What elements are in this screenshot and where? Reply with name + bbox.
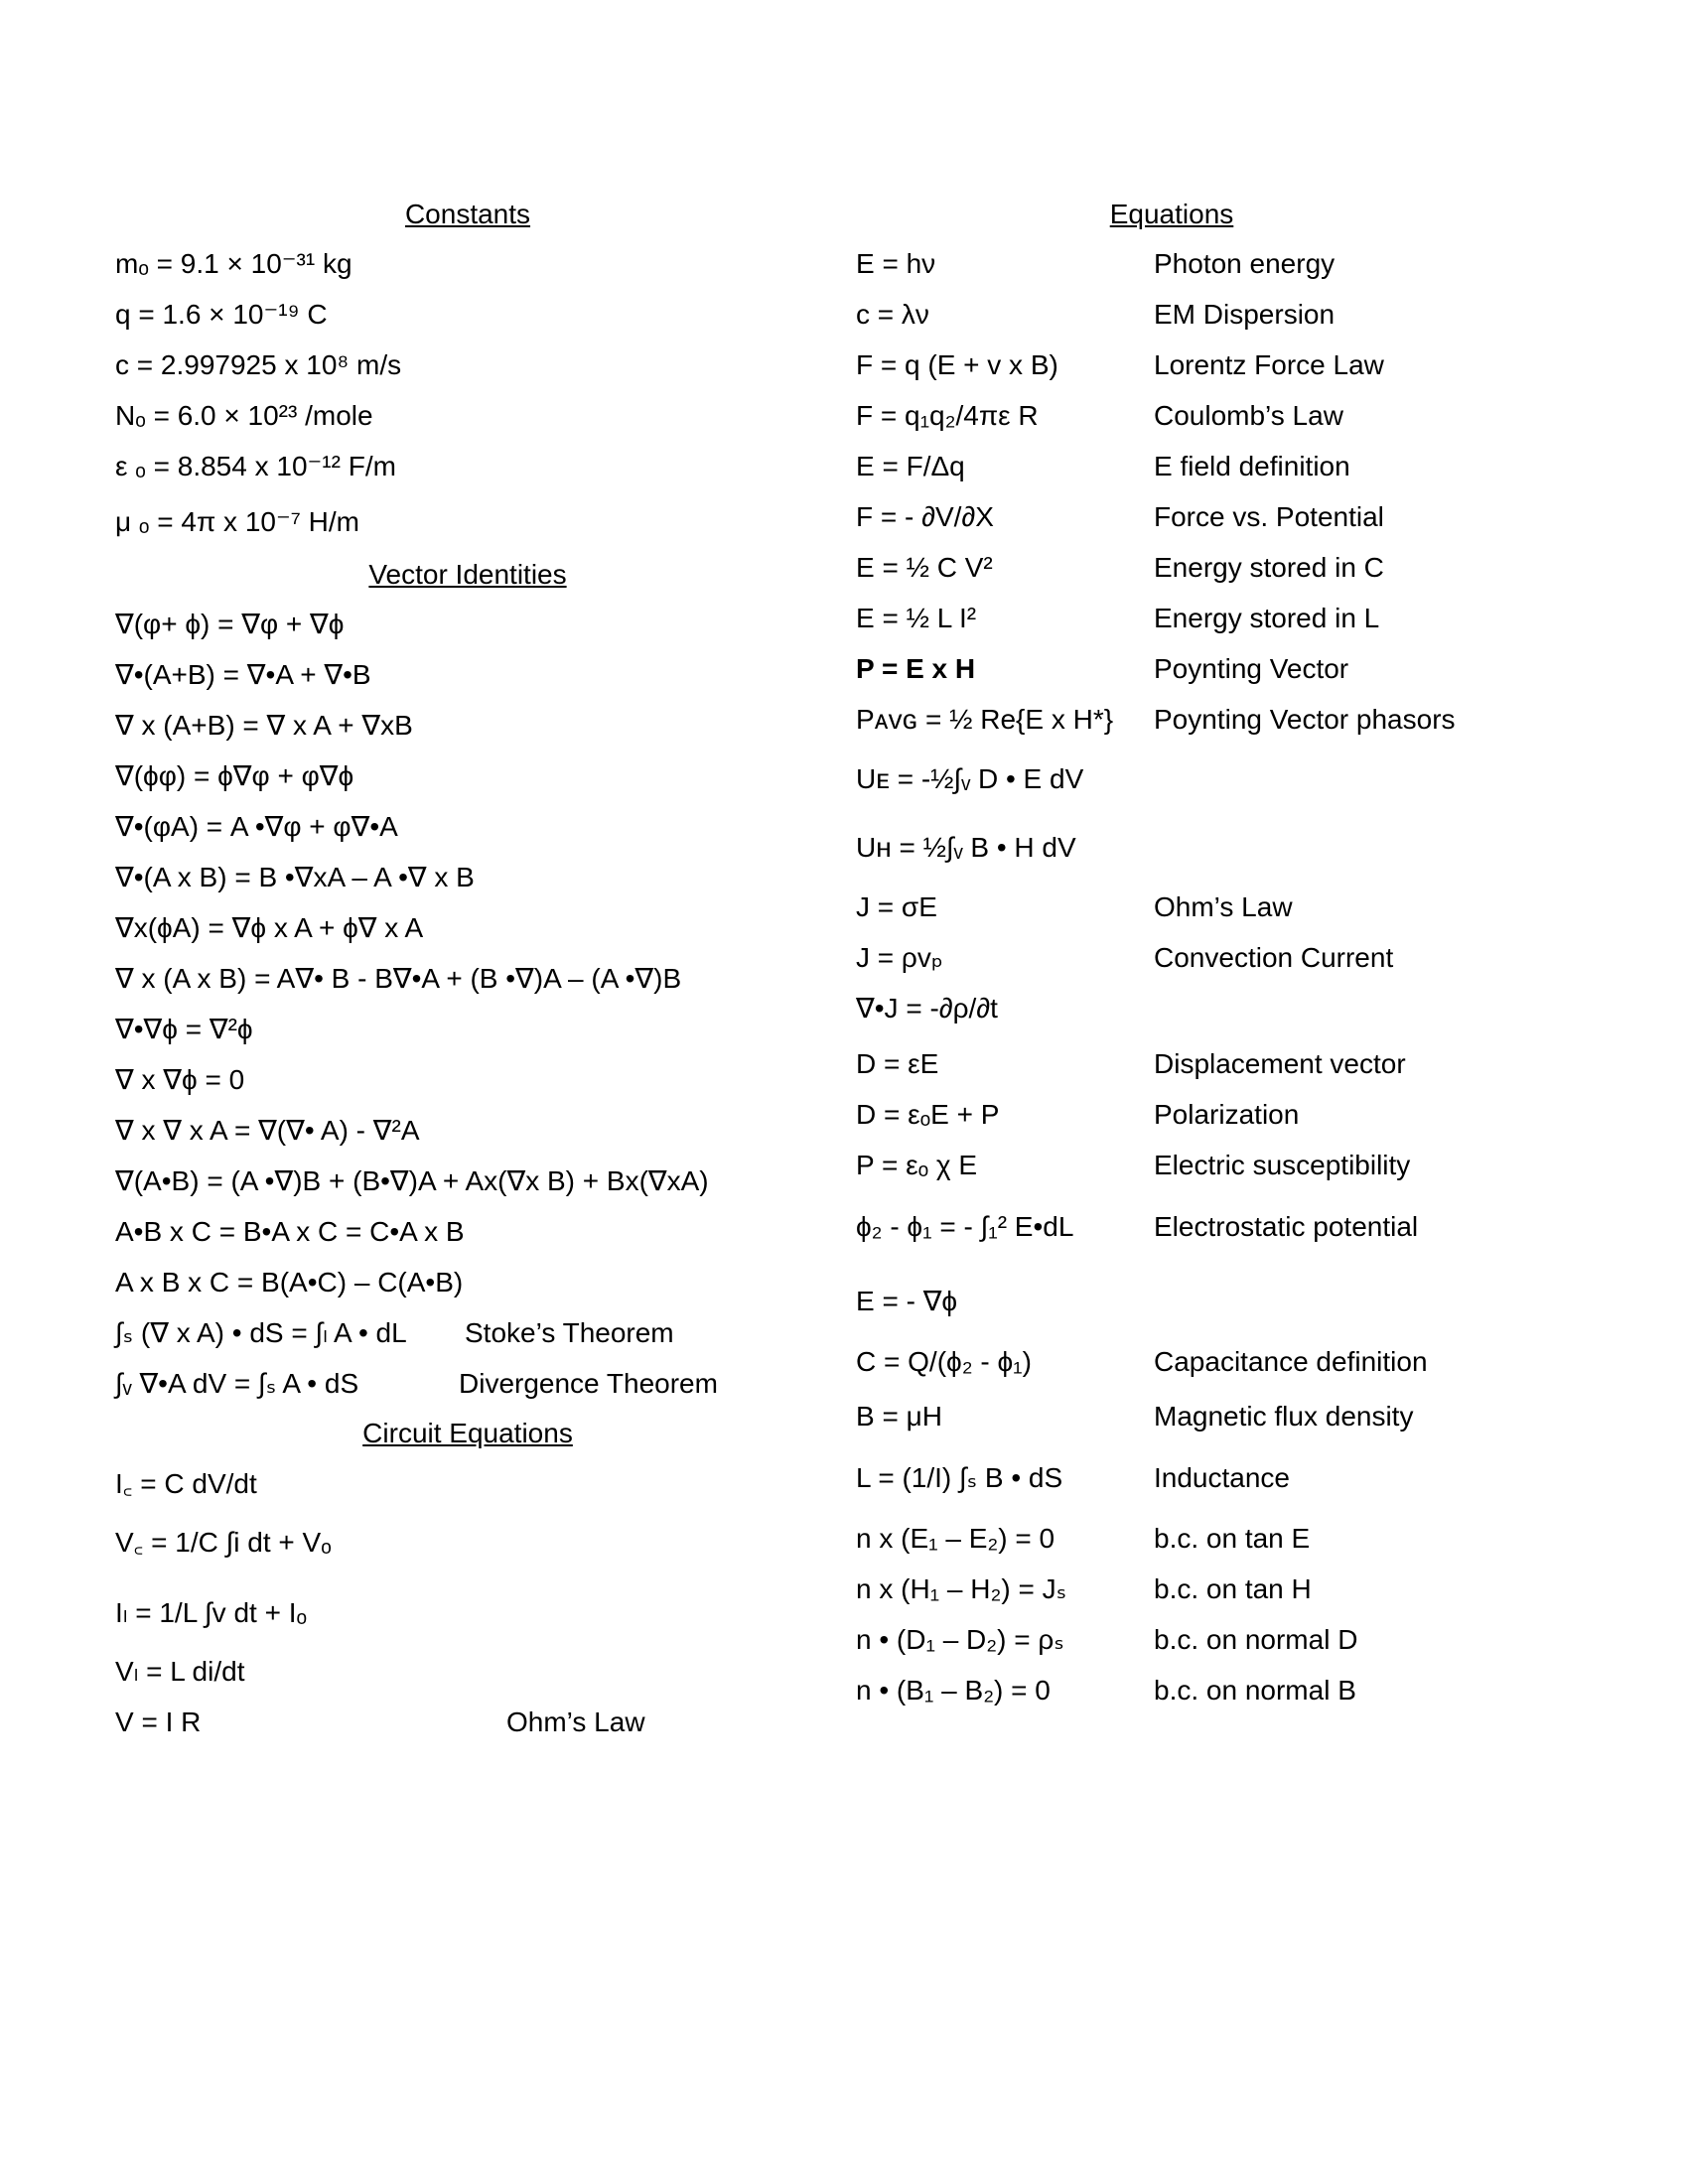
equation: n • (D₁ – D₂) = ρₛ: [856, 1624, 1064, 1655]
equation-row: [856, 1573, 1312, 1604]
equation-description: Electrostatic potential: [1154, 1211, 1419, 1242]
equation: n • (B₁ – B₂) = 0: [856, 1675, 1051, 1706]
equation-description: Poynting Vector phasors: [1154, 704, 1456, 735]
vector-identity: ∇x(ϕA) = ∇ϕ x A + ϕ∇ x A: [115, 912, 424, 943]
equation-row: [856, 995, 1144, 1023]
equation-description: Electric susceptibility: [1154, 1150, 1411, 1180]
equation-description: EM Dispersion: [1154, 299, 1336, 330]
circuit-equation: Vₗ = L di/dt: [115, 1656, 245, 1687]
divergence-theorem-equation: ∫ᵥ ∇•A dV = ∫ₛ A • dS: [115, 1368, 359, 1399]
equation: n x (H₁ – H₂) = Jₛ: [856, 1573, 1067, 1604]
equation: c = λν: [856, 299, 929, 330]
vector-identity: ∇(ϕφ) = ϕ∇φ + φ∇ϕ: [115, 760, 354, 791]
equation-row: [856, 1048, 1406, 1079]
equation: F = - ∂V/∂X: [856, 501, 994, 532]
equation: J = σE: [856, 891, 937, 922]
equation-description: Energy stored in L: [1154, 603, 1380, 633]
equation-description: b.c. on normal B: [1154, 1675, 1356, 1706]
stokes-theorem-row: [115, 1317, 674, 1348]
equation-row: [856, 1523, 1311, 1554]
circuit-equations-heading: Circuit Equations: [362, 1418, 573, 1448]
equation: B = μH: [856, 1401, 942, 1432]
equation-row: [856, 704, 1456, 735]
equation: P = E x H: [856, 653, 976, 684]
vector-identity: A•B x C = B•A x C = C•A x B: [115, 1216, 465, 1247]
equation-row: [856, 1675, 1356, 1706]
equation-row: [856, 451, 1350, 481]
equation: D = εE: [856, 1048, 939, 1079]
equation: J = ρvₚ: [856, 942, 943, 973]
equation: Uʜ = ½∫ᵥ B • H dV: [856, 832, 1076, 863]
vector-identity: ∇•(A x B) = B •∇xA – A •∇ x B: [115, 862, 475, 892]
equation-row: [856, 653, 1349, 684]
equation-description: Convection Current: [1154, 942, 1394, 973]
equation-row: [856, 1211, 1419, 1242]
equation: ϕ₂ - ϕ₁ = - ∫₁² E•dL: [856, 1211, 1074, 1242]
circuit-ohms-law-label: Ohm’s Law: [506, 1706, 645, 1737]
equation: L = (1/I) ∫ₛ B • dS: [856, 1462, 1063, 1493]
equation: E = ½ L I²: [856, 603, 977, 633]
equation-row: [856, 603, 1380, 633]
equation: C = Q/(ϕ₂ - ϕ₁): [856, 1346, 1032, 1377]
constant-electron-mass: mₒ = 9.1 × 10⁻³¹ kg: [115, 248, 352, 279]
equation-description: Displacement vector: [1154, 1048, 1406, 1079]
equation-row: [856, 891, 1293, 922]
equation-row: [856, 1462, 1290, 1493]
equation: E = hν: [856, 248, 936, 279]
equation-description: E field definition: [1154, 451, 1350, 481]
vector-identity: ∇•∇ϕ = ∇²ϕ: [115, 1014, 253, 1044]
equation-row: [856, 765, 1144, 793]
vector-identity: ∇•(A+B) = ∇•A + ∇•B: [115, 659, 371, 690]
equation-description: Photon energy: [1154, 248, 1336, 279]
equation-description: Polarization: [1154, 1099, 1300, 1130]
vector-identity: ∇ x ∇ x A = ∇(∇• A) - ∇²A: [115, 1115, 420, 1146]
equation-row: [856, 349, 1384, 380]
equation: Uᴇ = -½∫ᵥ D • E dV: [856, 763, 1084, 794]
vector-identity: A x B x C = B(A•C) – C(A•B): [115, 1267, 464, 1297]
vector-identity: ∇ x (A+B) = ∇ x A + ∇xB: [115, 710, 413, 741]
equation-description: Magnetic flux density: [1154, 1401, 1414, 1432]
equation-description: Capacitance definition: [1154, 1346, 1428, 1377]
circuit-equation: V꜀ = 1/C ∫i dt + Vₒ: [115, 1527, 332, 1558]
equation-row: [856, 942, 1394, 973]
equation-description: b.c. on normal D: [1154, 1624, 1358, 1655]
equation-description: Coulomb’s Law: [1154, 400, 1343, 431]
circuit-equation: I꜀ = C dV/dt: [115, 1468, 257, 1499]
constant-avogadro: Nₒ = 6.0 × 10²³ /mole: [115, 400, 373, 431]
constant-charge: q = 1.6 × 10⁻¹⁹ C: [115, 299, 328, 330]
equation-row: [856, 1346, 1428, 1377]
equation: F = q (E + v x B): [856, 349, 1058, 380]
equation-row: [856, 1288, 1144, 1315]
equation-row: [856, 1624, 1358, 1655]
equation-row: [856, 248, 1336, 279]
equation: E = ½ C V²: [856, 552, 993, 583]
circuit-equation: Iₗ = 1/L ∫v dt + Iₒ: [115, 1597, 308, 1628]
equation: E = F/Δq: [856, 451, 965, 481]
constant-speed-of-light: c = 2.997925 x 10⁸ m/s: [115, 349, 402, 380]
equation-description: Inductance: [1154, 1462, 1290, 1493]
equation: P = εₒ χ E: [856, 1150, 978, 1180]
equation-row: [856, 501, 1384, 532]
equation-description: Ohm’s Law: [1154, 891, 1293, 922]
equation-row: [856, 1150, 1411, 1180]
divergence-theorem-label: Divergence Theorem: [459, 1368, 718, 1399]
equations-heading: Equations: [1109, 199, 1234, 229]
circuit-ohms-law-row: [115, 1706, 645, 1737]
equation-row: [856, 552, 1384, 583]
equation-row: [856, 299, 1336, 330]
equation-description: b.c. on tan E: [1154, 1523, 1311, 1554]
stokes-theorem-label: Stoke’s Theorem: [465, 1317, 674, 1348]
vector-identity: ∇(A•B) = (A •∇)B + (B•∇)A + Ax(∇x B) + Bx(∇xA): [115, 1165, 709, 1196]
vector-identity: ∇•(φA) = A •∇φ + φ∇•A: [115, 811, 398, 842]
equation: ∇•J = -∂ρ/∂t: [856, 993, 998, 1024]
equation-row: [856, 1099, 1300, 1130]
equation-description: Poynting Vector: [1154, 653, 1349, 684]
equation-row: [856, 1401, 1414, 1432]
divergence-theorem-row: [115, 1368, 718, 1399]
equation-row: [856, 834, 1144, 862]
vector-identity: ∇ x ∇ϕ = 0: [115, 1064, 245, 1095]
equation-description: Lorentz Force Law: [1154, 349, 1384, 380]
equation: n x (E₁ – E₂) = 0: [856, 1523, 1055, 1554]
constant-permittivity: ε ₒ = 8.854 x 10⁻¹² F/m: [115, 451, 396, 481]
constants-heading: Constants: [404, 199, 531, 229]
circuit-ohms-law-equation: V = I R: [115, 1706, 202, 1737]
vector-identity: ∇ x (A x B) = A∇• B - B∇•A + (B •∇)A – (A •∇)B: [115, 963, 682, 994]
stokes-theorem-equation: ∫ₛ (∇ x A) • dS = ∫ₗ A • dL: [115, 1317, 407, 1348]
equation-row: [856, 400, 1343, 431]
vector-identity: ∇(φ+ ϕ) = ∇φ + ∇ϕ: [115, 609, 345, 639]
equation-description: b.c. on tan H: [1154, 1573, 1312, 1604]
equation: F = q₁q₂/4πε R: [856, 400, 1039, 431]
equation: Pᴀᴠɢ = ½ Re{E x H*}: [856, 704, 1114, 735]
constant-permeability: μ ₒ = 4π x 10⁻⁷ H/m: [115, 506, 359, 537]
vector-identities-heading: Vector Identities: [368, 559, 567, 590]
equation: D = εₒE + P: [856, 1099, 1000, 1130]
equation-description: Force vs. Potential: [1154, 501, 1384, 532]
equation: E = - ∇ϕ: [856, 1286, 958, 1316]
equation-description: Energy stored in C: [1154, 552, 1384, 583]
